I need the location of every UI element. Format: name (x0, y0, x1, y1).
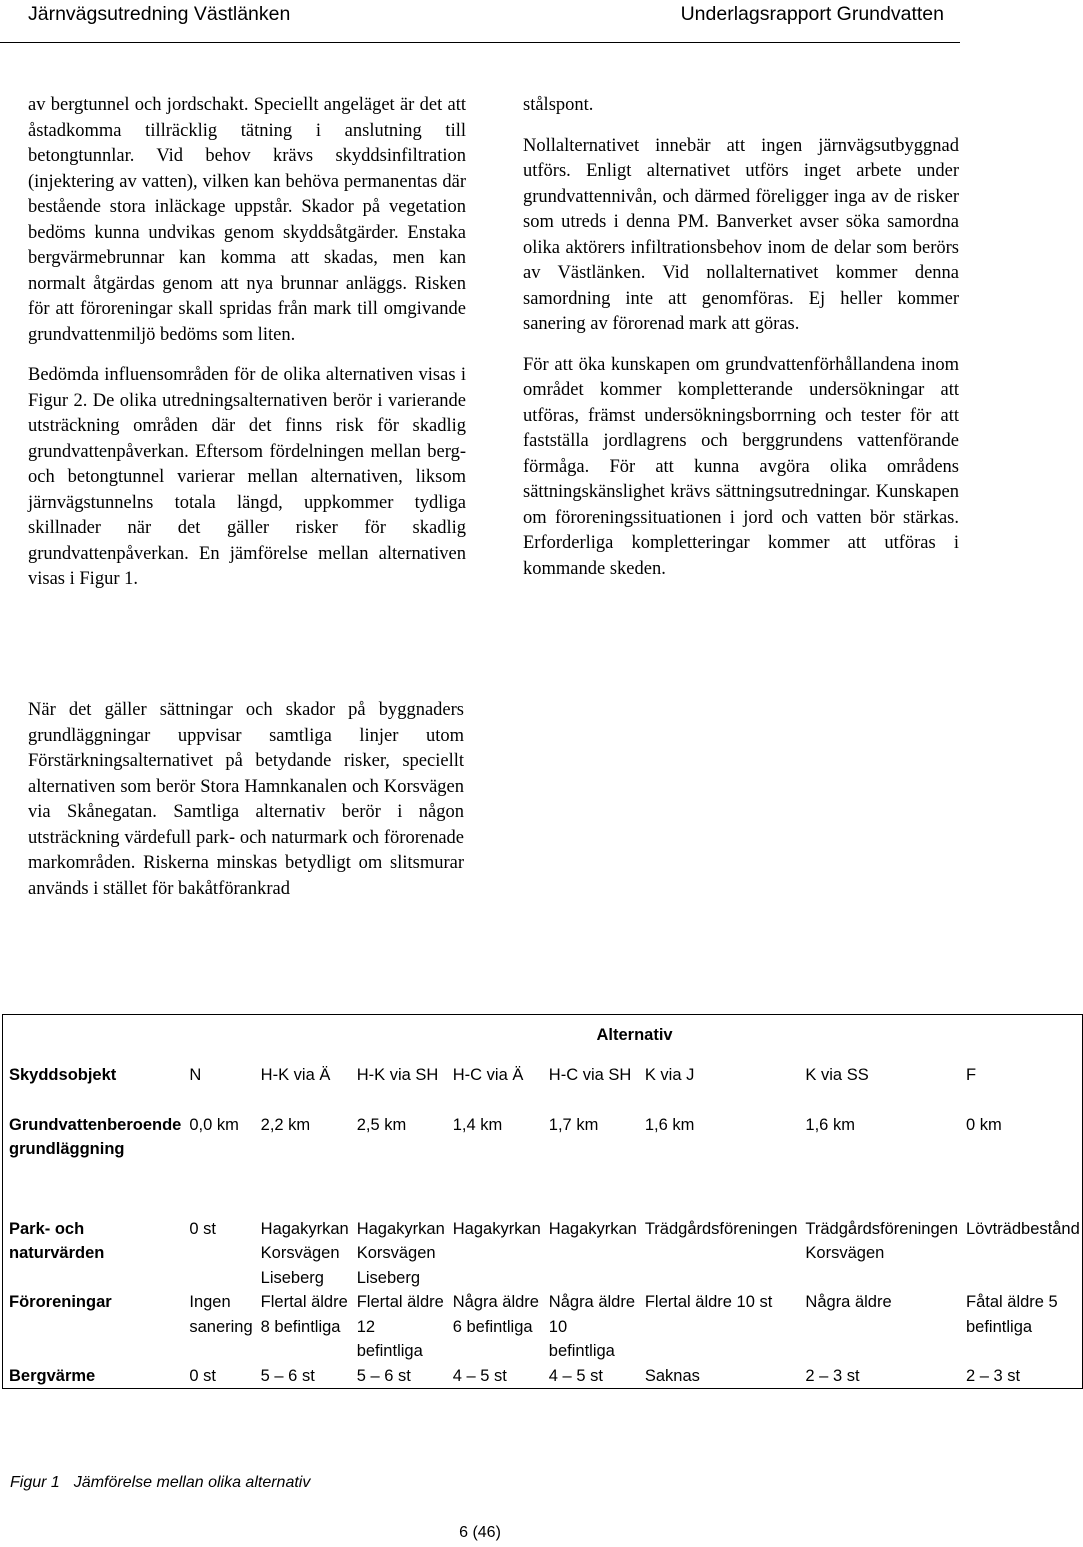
table-cell: 2 – 3 st (966, 1366, 1021, 1385)
header-report-title: Underlagsrapport Grundvatten (680, 3, 944, 25)
table-cell: Trädgårdsföreningen Korsvägen (805, 1219, 958, 1262)
paragraph: av bergtunnel och jordschakt. Speciellt angeläget är det att åstadkomma tillräcklig tätning i anslutning till betongtunnlar. Vid behov krävs skyddsinfiltration (injektering av vatten), vilken kan behöva permanentas där bestående stora inläckage uppstår. Skador på vegetation bedöms kunna undvikas genom skyddsåtgärder. Enstaka bergvärmebrunnar kan komma att skadas, men kan normalt åtgärdas genom att nya brunnar anläggs. Risken för att föroreningar skall spridas från mark till omgivande grundvattenmiljö bedöms som liten. (28, 95, 466, 345)
table-cell: 4 – 5 st (452, 1366, 507, 1385)
table-cell: Några äldre (805, 1293, 892, 1311)
table-cell: 1,6 km (644, 1115, 695, 1134)
header-divider (0, 42, 960, 43)
table-cell: Flertal äldre 8 befintliga (260, 1293, 348, 1336)
table-row (3, 1063, 1083, 1113)
table-cell: 1,7 km (548, 1115, 599, 1134)
table-cell: H-C via Ä (452, 1065, 524, 1084)
table-cell: N (189, 1065, 202, 1084)
figure-caption-text: Jämförelse mellan olika alternativ (73, 1474, 311, 1491)
table-cell: Några äldre 10 befintliga (548, 1293, 636, 1360)
left-column (28, 93, 466, 593)
right-column (523, 93, 959, 582)
paragraph: När det gäller sättningar och skador på byggnaders grundläggningar uppvisar samtliga linjer utom Förstärkningsalternativet på betydande risker, speciellt alternativen som berör Stora Hamnkanalen och Korsvägen via Skånegatan. Samtliga alternativ berör i någon utsträckning värdefull park- och naturmark och förorenade markområden. Riskerna minskas betydligt om slitsmurar används i stället för bakåtförankrad (28, 700, 464, 899)
paragraph: För att öka kunskapen om grundvattenförhållandena inom området kommer kompletterande undersökningar att utföras, främst undersökningsborrning och tester för att fastställa jordlagrens och berggrundens vattenförande förmåga. För att kunna avgöra olika områdens sättningskänslighet krävs sättningsutredningar. Kunskapen om föroreningssituationen i jord och vatten bör stärkas. Erforderliga kompletteringar kommer att utföras i kommande skeden. (523, 354, 959, 579)
table-cell: Saknas (644, 1366, 700, 1385)
row-label: Föroreningar (9, 1293, 112, 1311)
table-cell: K via J (644, 1065, 695, 1084)
table-cell: 0,0 km (189, 1115, 239, 1134)
paragraph: Nollalternativet innebär att ingen järnvägsutbyggnad utförs. Enligt alternativet utförs inget arbete under grundvattennivån, och därmed föreligger inga av de risker som utreds i denna PM. Banverket avser söka samordna olika aktörers infiltrationsbehov inom de delar som berörs av Västlänken. Vid nollalternativet kommer denna samordning inte att genomföras. Ej heller kommer sanering av förorenad mark att göras. (523, 135, 959, 334)
page-header (0, 0, 960, 28)
table-cell: Flertal äldre 12 befintliga (356, 1293, 444, 1360)
table-row (3, 1364, 1083, 1389)
table-cell: Hagakyrkan Korsvägen Liseberg (356, 1219, 445, 1287)
table-cell: 5 – 6 st (356, 1366, 411, 1385)
paragraph: stålspont. (523, 95, 594, 115)
page-number: 6 (46) (459, 1524, 501, 1541)
figure-label: Figur 1 (10, 1474, 60, 1491)
paragraph: Bedömda influensområden för de olika alternativen visas i Figur 2. De olika utredningsalternativen berör i varierande utsträckning områden där det finns risk för skadlig grundvattenpåverkan. Eftersom fördelningen mellan berg- och betongtunnel varierar mellan alternativen, liksom järnvägstunnelns totala längd, uppkommer tydliga skillnader när det gäller risker för skadlig grundvattenpåverkan. En jämförelse mellan alternativen visas i Figur 1. (28, 365, 466, 589)
row-label: Bergvärme (9, 1366, 96, 1385)
table-cell: 0 km (966, 1115, 1002, 1134)
table-cell: Trädgårdsföreningen (644, 1219, 798, 1238)
table-cell: 2 – 3 st (805, 1366, 860, 1385)
table-cell: Ingen sanering (189, 1293, 253, 1336)
table-cell: K via SS (805, 1065, 869, 1084)
table-cell: 5 – 6 st (260, 1366, 315, 1385)
table-cell: Fåtal äldre 5 befintliga (966, 1293, 1058, 1336)
row-label: Skyddsobjekt (9, 1065, 117, 1084)
table-row (3, 1290, 1083, 1364)
table-cell: 4 – 5 st (548, 1366, 603, 1385)
table-cell: H-C via SH (548, 1065, 632, 1084)
table-row (3, 1207, 1083, 1291)
table-cell: H-K via Ä (260, 1065, 331, 1084)
table-cell: H-K via SH (356, 1065, 439, 1084)
table-cell: Hagakyrkan (452, 1219, 541, 1238)
table-cell: 0 st (189, 1219, 216, 1238)
table-cell: F (966, 1065, 977, 1084)
table-cell: 2,5 km (356, 1115, 407, 1134)
table-cell: 1,6 km (805, 1115, 855, 1134)
figure-caption (10, 1474, 310, 1492)
table-cell: Hagakyrkan Korsvägen Liseberg (260, 1219, 349, 1287)
table-heading: Alternativ (596, 1026, 673, 1044)
table-cell: 2,2 km (260, 1115, 311, 1134)
alternatives-table (2, 1014, 1083, 1389)
table-row (3, 1113, 1083, 1207)
table-cell: 1,4 km (452, 1115, 503, 1134)
row-label: Park- och naturvärden (9, 1219, 105, 1262)
header-document-title: Järnvägsutredning Västlänken (28, 3, 291, 25)
table-cell: Hagakyrkan (548, 1219, 637, 1238)
table-cell: Lövträdbestånd (966, 1219, 1080, 1238)
table-cell: Flertal äldre 10 st (644, 1293, 773, 1311)
left-column-continued (28, 698, 464, 902)
row-label: Grundvattenberoende grundläggning (9, 1115, 182, 1158)
table-cell: Några äldre 6 befintliga (452, 1293, 539, 1336)
table-cell: 0 st (189, 1366, 216, 1385)
table-heading-row (3, 1015, 1083, 1063)
